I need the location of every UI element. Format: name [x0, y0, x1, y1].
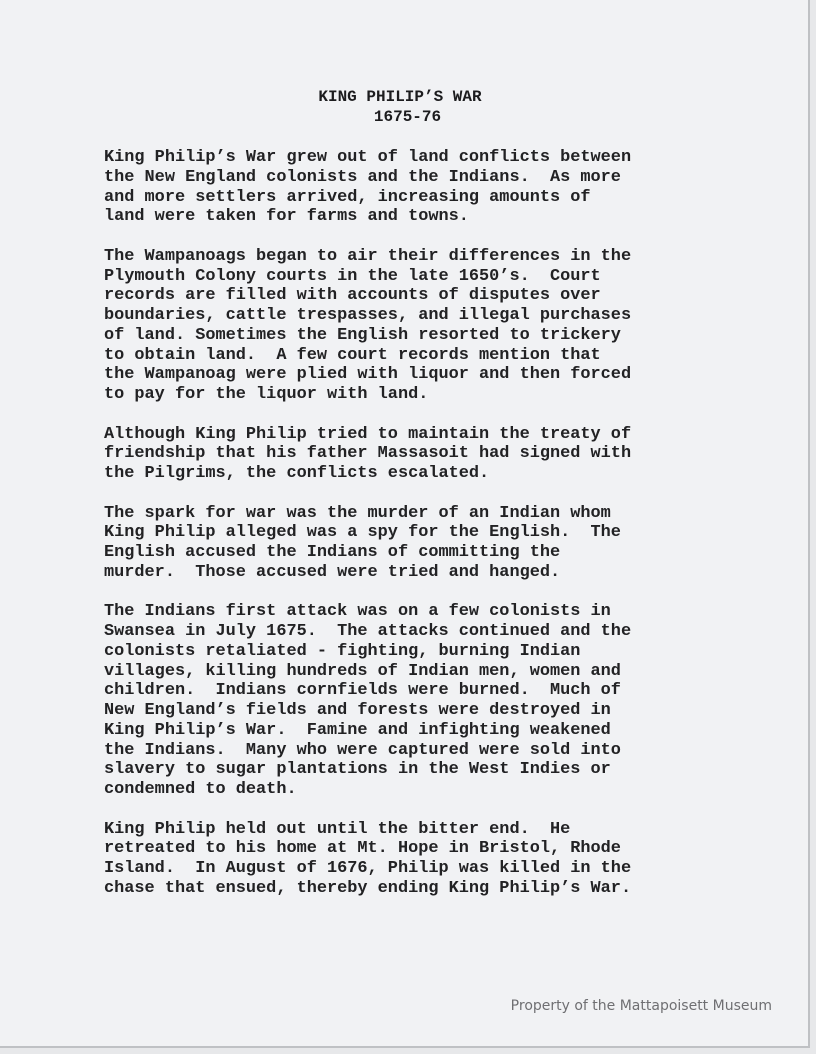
text-line: friendship that his father Massasoit had signed with: [104, 444, 632, 464]
text-line: chase that ensued, thereby ending King Philip’s War.: [104, 878, 632, 898]
text-line: boundaries, cattle trespasses, and illegal purchases: [104, 306, 632, 325]
text-line: King Philip held out until the bitter end. He: [104, 819, 571, 839]
document-dates: 1675-76: [373, 107, 442, 126]
text-line: New England’s fields and forests were destroyed in: [104, 701, 611, 720]
text-line: colonists retaliated - fighting, burning Indian: [104, 641, 581, 661]
text-line: slavery to sugar plantations in the West Indies or: [104, 760, 611, 780]
paragraph-1: [104, 148, 744, 227]
text-line: Island. In August of 1676, Philip was killed in the: [104, 859, 632, 878]
text-line: King Philip’s War. Famine and infighting weakened: [104, 720, 611, 740]
document-body: [104, 148, 744, 918]
title-block: [240, 88, 560, 127]
text-line: The Indians first attack was on a few colonists in: [104, 602, 611, 622]
text-line: villages, killing hundreds of Indian men, women and: [104, 661, 621, 681]
text-line: the Pilgrims, the conflicts escalated.: [104, 464, 490, 483]
text-line: to obtain land. A few court records mention that: [104, 345, 601, 365]
text-line: King Philip’s War grew out of land conflicts between: [104, 148, 632, 167]
text-line: The spark for war was the murder of an Indian whom: [104, 503, 611, 523]
text-line: the New England colonists and the Indians. As more: [104, 167, 621, 187]
text-line: condemned to death.: [104, 780, 297, 799]
text-line: retreated to his home at Mt. Hope in Bristol, Rhode: [104, 839, 621, 859]
text-line: land were taken for farms and towns.: [104, 207, 469, 227]
text-line: Although King Philip tried to maintain the treaty of: [104, 424, 632, 444]
text-line: the Indians. Many who were captured were sold into: [104, 740, 621, 760]
text-line: to pay for the liquor with land.: [104, 385, 429, 404]
paragraph-6: [104, 820, 744, 899]
paragraph-4: [104, 504, 744, 583]
text-line: The Wampanoags began to air their differences in the: [104, 246, 632, 266]
text-line: murder. Those accused were tried and hanged.: [104, 562, 561, 582]
paragraph-2: [104, 247, 744, 405]
text-line: English accused the Indians of committing the: [104, 543, 561, 562]
text-line: King Philip alleged was a spy for the English. The: [104, 523, 621, 543]
museum-credit: Property of the Mattapoisett Museum: [510, 998, 772, 1014]
text-line: children. Indians cornfields were burned. Much of: [104, 681, 621, 701]
text-line: of land. Sometimes the English resorted to trickery: [104, 325, 621, 345]
document-title: KING PHILIP’S WAR: [318, 88, 482, 106]
text-line: the Wampanoag were plied with liquor and then forced: [104, 365, 632, 385]
text-line: records are filled with accounts of disputes over: [104, 286, 601, 306]
paragraph-5: [104, 602, 744, 800]
text-line: Plymouth Colony courts in the late 1650’s. Court: [104, 266, 601, 286]
paragraph-3: [104, 425, 744, 484]
text-line: and more settlers arrived, increasing amounts of: [104, 187, 591, 207]
text-line: Swansea in July 1675. The attacks continued and the: [104, 622, 632, 641]
